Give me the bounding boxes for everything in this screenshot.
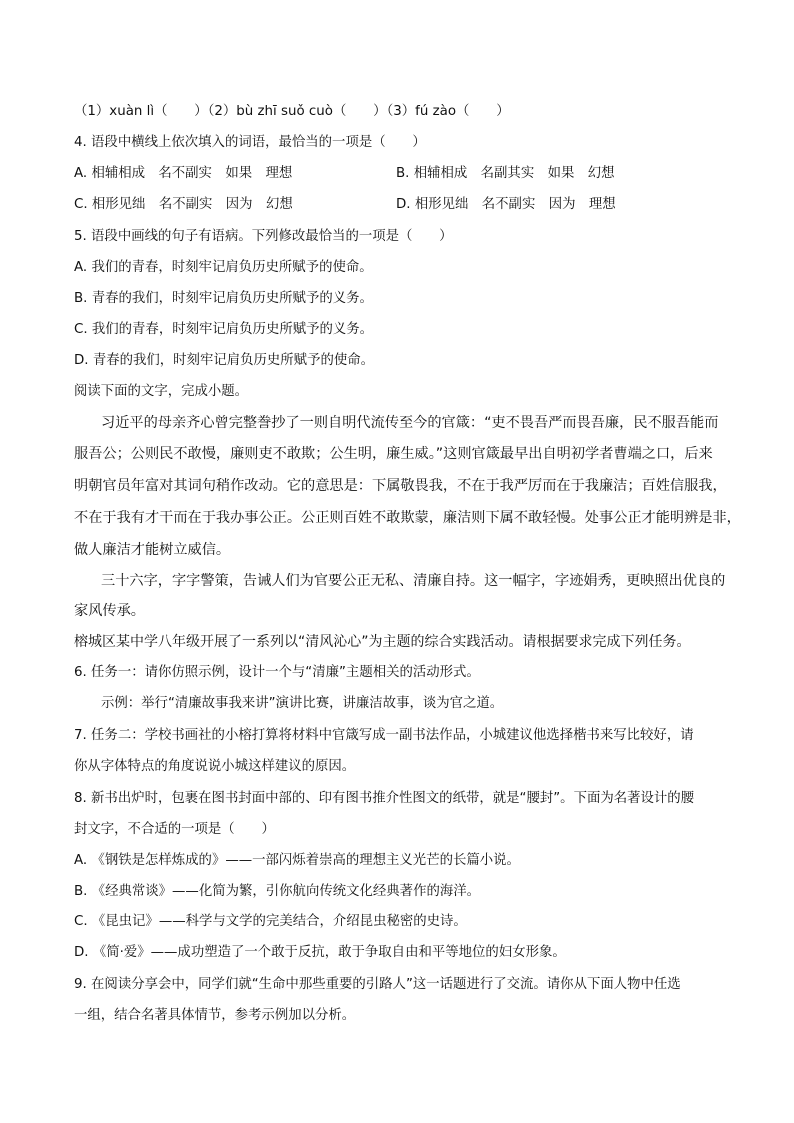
passage-p1-line-5: 做人廉洁才能树立威信。 (74, 542, 231, 558)
pinyin-line (74, 102, 724, 122)
question-5-stem: 5. 语段中画线的句子有语病。下列修改最恰当的一项是（ ） (74, 229, 453, 244)
question-7-line-2: 你从字体特点的角度说说小城这样建议的原因。 (74, 759, 356, 774)
passage-p2-line-1: 三十六字，字字警策，告诫人们为官要公正无私、清廉自持。这一幅字，字迹娟秀，更映照出优良的 (101, 573, 726, 589)
passage-p1-line-4: 不在于我有才干而在于我办事公正。公正则百姓不敢欺蒙，廉洁则下属不敢轻慢。处事公正才能明辨是非， (74, 510, 741, 526)
pinyin-item-1: （1）xuàn lì（ ） (74, 104, 208, 119)
question-4-option-d: D. 相形见绌 名不副实 因为 理想 (396, 197, 616, 212)
question-8-option-c: C. 《昆虫记》——科学与文学的完美结合，介绍昆虫秘密的史诗。 (74, 914, 467, 929)
question-8-line-1: 8. 新书出炉时，包裹在图书封面中部的、印有图书推介性图文的纸带，就是“腰封”。下面为名著设计的腰 (74, 791, 695, 806)
question-8-option-a: A. 《钢铁是怎样炼成的》——一部闪烁着崇高的理想主义光芒的长篇小说。 (74, 853, 520, 868)
question-4-option-b: B. 相辅相成 名副其实 如果 幻想 (396, 166, 615, 181)
question-8-line-2: 封文字，不合适的一项是（ ） (74, 822, 275, 837)
question-5-option-c: C. 我们的青春，时刻牢记肩负历史所赋予的义务。 (74, 322, 374, 337)
question-4-option-a: A. 相辅相成 名不副实 如果 理想 (74, 166, 293, 181)
question-5-option-a: A. 我们的青春，时刻牢记肩负历史所赋予的使命。 (74, 260, 373, 275)
passage-p1-line-2: 服吾公；公则民不敢慢，廉则吏不敢欺；公生明，廉生威。”这则官箴最早出自明初学者曹端之口，后来 (74, 446, 713, 462)
question-4-stem: 4. 语段中横线上依次填入的词语，最恰当的一项是（ ） (74, 135, 426, 150)
activity-intro: 榕城区某中学八年级开展了一系列以“清风沁心”为主题的综合实践活动。请根据要求完成下列任务。 (74, 634, 691, 650)
question-9-line-1: 9. 在阅读分享会中，同学们就“生命中那些重要的引路人”这一话题进行了交流。请你从下面人物中任选 (74, 977, 681, 992)
pinyin-item-3: （3）fú zào（ ） (386, 104, 510, 119)
passage-p2-line-2: 家风传承。 (74, 603, 145, 619)
reading-intro: 阅读下面的文字，完成小题。 (74, 384, 249, 399)
passage-p1-line-1: 习近平的母亲齐心曾完整誊抄了一则自明代流传至今的官箴：“吏不畏吾严而畏吾廉，民不服吾能而 (101, 415, 719, 431)
question-7-line-1: 7. 任务二：学校书画社的小榕打算将材料中官箴写成一副书法作品，小城建议他选择楷书来写比较好，请 (74, 728, 694, 743)
pinyin-item-2: （2）bù zhī suǒ cuò（ ） (207, 104, 387, 119)
question-8-option-b: B. 《经典常谈》——化简为繁，引你航向传统文化经典著作的海洋。 (74, 884, 481, 899)
passage-p1-line-3: 明朝官员年富对其词句稍作改动。它的意思是：下属敬畏我，不在于我严厉而在于我廉洁；百姓信服我， (74, 478, 727, 494)
question-9-line-2: 一组，结合名著具体情节，参考示例加以分析。 (74, 1008, 356, 1023)
question-8-option-d: D. 《简·爱》——成功塑造了一个敢于反抗，敢于争取自由和平等地位的妇女形象。 (74, 945, 566, 960)
question-4-option-c: C. 相形见绌 名不副实 因为 幻想 (74, 197, 293, 212)
question-5-option-b: B. 青春的我们，时刻牢记肩负历史所赋予的义务。 (74, 291, 373, 306)
question-6-stem: 6. 任务一：请你仿照示例，设计一个与“清廉”主题相关的活动形式。 (74, 665, 480, 680)
question-5-option-d: D. 青春的我们，时刻牢记肩负历史所赋予的使命。 (74, 353, 375, 368)
question-6-example: 示例：举行“清廉故事我来讲”演讲比赛，讲廉洁故事，谈为官之道。 (101, 696, 504, 711)
